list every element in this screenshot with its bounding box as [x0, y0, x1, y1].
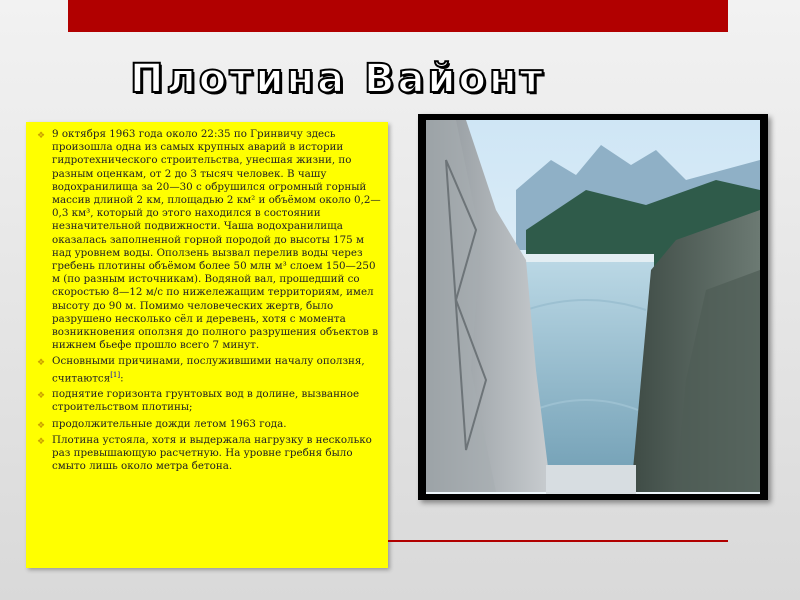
list-item	[34, 128, 382, 352]
colon-text: :	[120, 372, 124, 385]
paragraph-text: Плотина устояла, хотя и выдержала нагрузку в несколько раз превышающую расчетную. На уровне гребня было смыто лишь около метра бетона.	[52, 433, 372, 473]
bottom-accent-rule	[388, 540, 728, 542]
top-accent-bar	[68, 0, 728, 32]
dam-photo-frame	[418, 114, 768, 500]
list-item	[34, 418, 382, 431]
paragraph-text: продолжительные дожди летом 1963 года.	[52, 417, 287, 430]
list-item	[34, 434, 382, 474]
dam-photo	[426, 120, 760, 494]
list-item	[34, 355, 382, 385]
bullet-icon: ❖	[37, 436, 46, 447]
paragraph-text: Основными причинами, послужившими началу оползня, считаются	[52, 355, 365, 385]
slide-title: Плотина Вайонт	[130, 56, 546, 102]
bullet-icon: ❖	[37, 358, 46, 369]
bullet-icon: ❖	[37, 420, 46, 431]
paragraph-text: поднятие горизонта грунтовых вод в долине, вызванное строительством плотины;	[52, 388, 360, 414]
text-box	[26, 122, 388, 568]
footnote-link[interactable]: [1]	[110, 370, 121, 379]
bullet-icon: ❖	[37, 391, 46, 402]
list-item	[34, 388, 382, 414]
bullet-list	[34, 128, 382, 474]
bullet-icon: ❖	[37, 131, 46, 141]
paragraph-text: 9 октября 1963 года около 22:35 по Гринвичу здесь произошла одна из самых крупных аварий в истории гидротехнического строительства, унесшая жизни, по разным оценкам, от 2 до 3 тысяч человек. В чашу водохранилища за 20—30 с обрушился огромный горный массив длиной 2 км, площадью 2 км² и объёмом около 0,2—0,3 км³, который до этого находился в состоянии незначительной подвижности. Чаша водохранилища оказалась заполненной горной породой до высоты 175 м над уровнем воды. Оползень вызвал перелив воды через гребень плотины объёмом более 50 млн м³ слоем 150—250 м (по разным источникам). Водяной вал, прошедший со скоростью 8—12 м/с по нижележащим территориям, имел высоту до 90 м. Помимо человеческих жертв, было разрушено несколько сёл и деревень, хотя с момента возникновения оползня до полного разрушения объектов в нижнем бьефе прошло всего 7 минут.	[52, 128, 381, 352]
